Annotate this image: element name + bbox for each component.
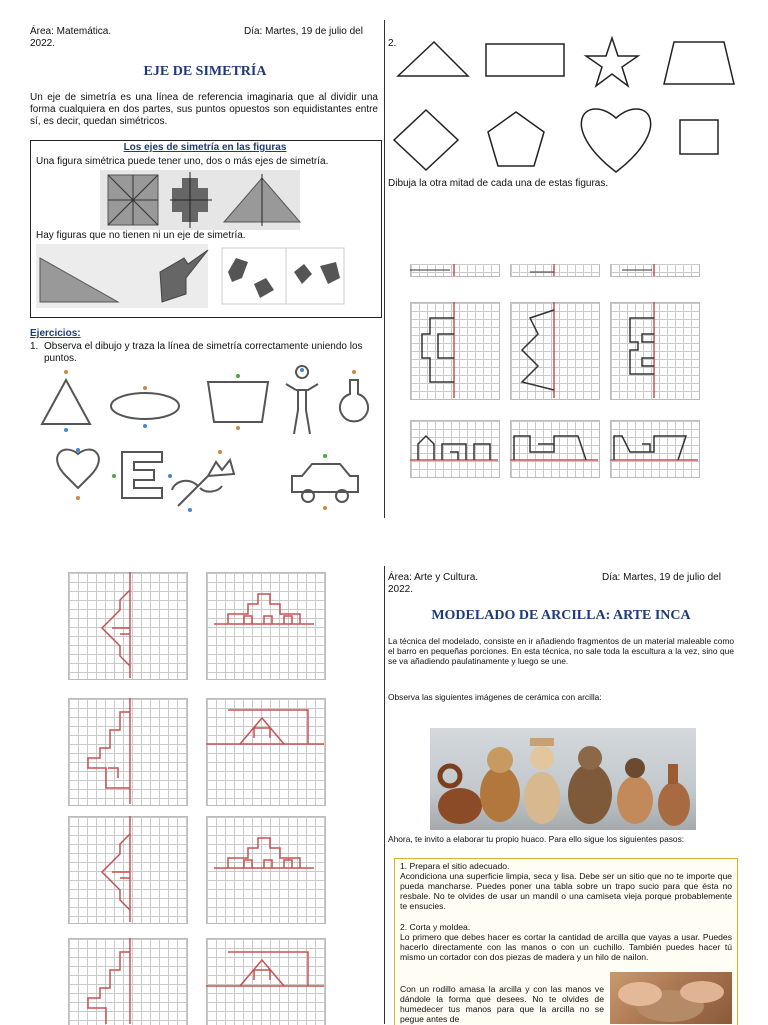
exercise-2-instruction: Dibuja la otra mitad de cada una de estas figuras. <box>388 178 609 189</box>
grid-row-3-drawings <box>410 420 700 478</box>
exercise-2-shapes <box>394 34 734 174</box>
page-title: EJE DE SIMETRÍA <box>143 64 267 79</box>
star-shape <box>586 38 638 86</box>
instructions-paragraph: Ahora, te invito a elaborar tu propio huaco. Para ello sigue los siguientes pasos: <box>388 834 685 844</box>
step-2-text-b: Con un rodillo amasa la arcilla y con las manos ve dándole la forma que desees. No te olvides de humedecer tus manos para que la arcilla no se pegue antes de <box>400 984 604 1024</box>
modelado-paragraph: La técnica del modelado, consiste en ir añadiendo fragmentos de un material maleable como el barro en pequeñas porciones. En esta técnica, no sale toda la escultura a la vez, sino que se va añadiendo paulatinamente y luego se une. <box>388 636 734 667</box>
exercise-1-number: 1. <box>30 341 39 352</box>
exercises-heading: Ejercicios: <box>30 328 81 339</box>
symmetric-figures <box>100 170 300 230</box>
rectangle-shape <box>486 44 564 76</box>
area-label: Área: Matemática. <box>30 26 112 37</box>
grid-row-1-lines <box>410 264 700 278</box>
page-divider-bottom <box>384 566 385 1024</box>
step-2-title: 2. Corta y moldea. <box>400 922 471 932</box>
grid-row-2-drawings <box>410 302 700 400</box>
page-title-2: MODELADO DE ARCILLA: ARTE INCA <box>431 608 691 623</box>
box-text-1: Una figura simétrica puede tener uno, dos o más ejes de simetría. <box>36 156 329 167</box>
year-label-2: 2022. <box>388 584 414 595</box>
trapezoid-shape <box>664 42 734 84</box>
box-text-2: Hay figuras que no tienen ni un eje de simetría. <box>36 230 246 241</box>
diamond-shape <box>394 110 458 170</box>
box-heading: Los ejes de simetría en las figuras <box>123 142 287 153</box>
exercise-1-text: Observa el dibujo y traza la línea de simetría correctamente uniendo los puntos. <box>44 341 363 364</box>
page-divider-top <box>384 20 385 518</box>
asymmetric-figures <box>36 244 376 308</box>
bottom-grid-drawings <box>68 572 328 1024</box>
heart-shape <box>581 109 650 172</box>
step-1-title: 1. Prepara el sitio adecuado. <box>400 861 510 871</box>
exercise-2-number: 2. <box>388 38 397 49</box>
step-1-text: Acondiciona una superficie limpia, seca y lisa. Debe ser un sitio que no te importe que pueda mancharse. Puedes poner una tabla sobre un trapo sucio para que ésta no resbale. No te olvides de usar un mandil o una camiseta vieja porque probablemente te ensucies. <box>400 871 732 911</box>
step-2-text: Lo primero que debes hacer es cortar la cantidad de arcilla que vayas a usar. Puedes hacerlo directamente con las manos o con un cuchillo. También puedes hacer tú mismo un cortador con dos piezas de madera y un hilo de nailon. <box>400 932 732 962</box>
intro-paragraph: Un eje de simetría es una línea de referencia imaginaria que al dividir una forma cualquiera en dos partes, sus puntos opuestos son equidistantes entre sí, es decir, quedan simétricos. <box>30 92 378 127</box>
area-label-2: Área: Arte y Cultura. <box>388 572 479 583</box>
year-label: 2022. <box>30 38 56 49</box>
symmetry-dots <box>30 368 380 518</box>
date-label-2: Día: Martes, 19 de julio del <box>602 572 721 583</box>
observe-paragraph: Observa las siguientes imágenes de cerámica con arcilla: <box>388 692 602 702</box>
triangle-shape <box>398 42 468 76</box>
hands-clay-shapes <box>610 972 732 1024</box>
pentagon-shape <box>488 112 544 166</box>
ceramics-figures <box>430 728 696 830</box>
square-shape <box>680 120 718 154</box>
date-label: Día: Martes, 19 de julio del <box>244 26 363 37</box>
